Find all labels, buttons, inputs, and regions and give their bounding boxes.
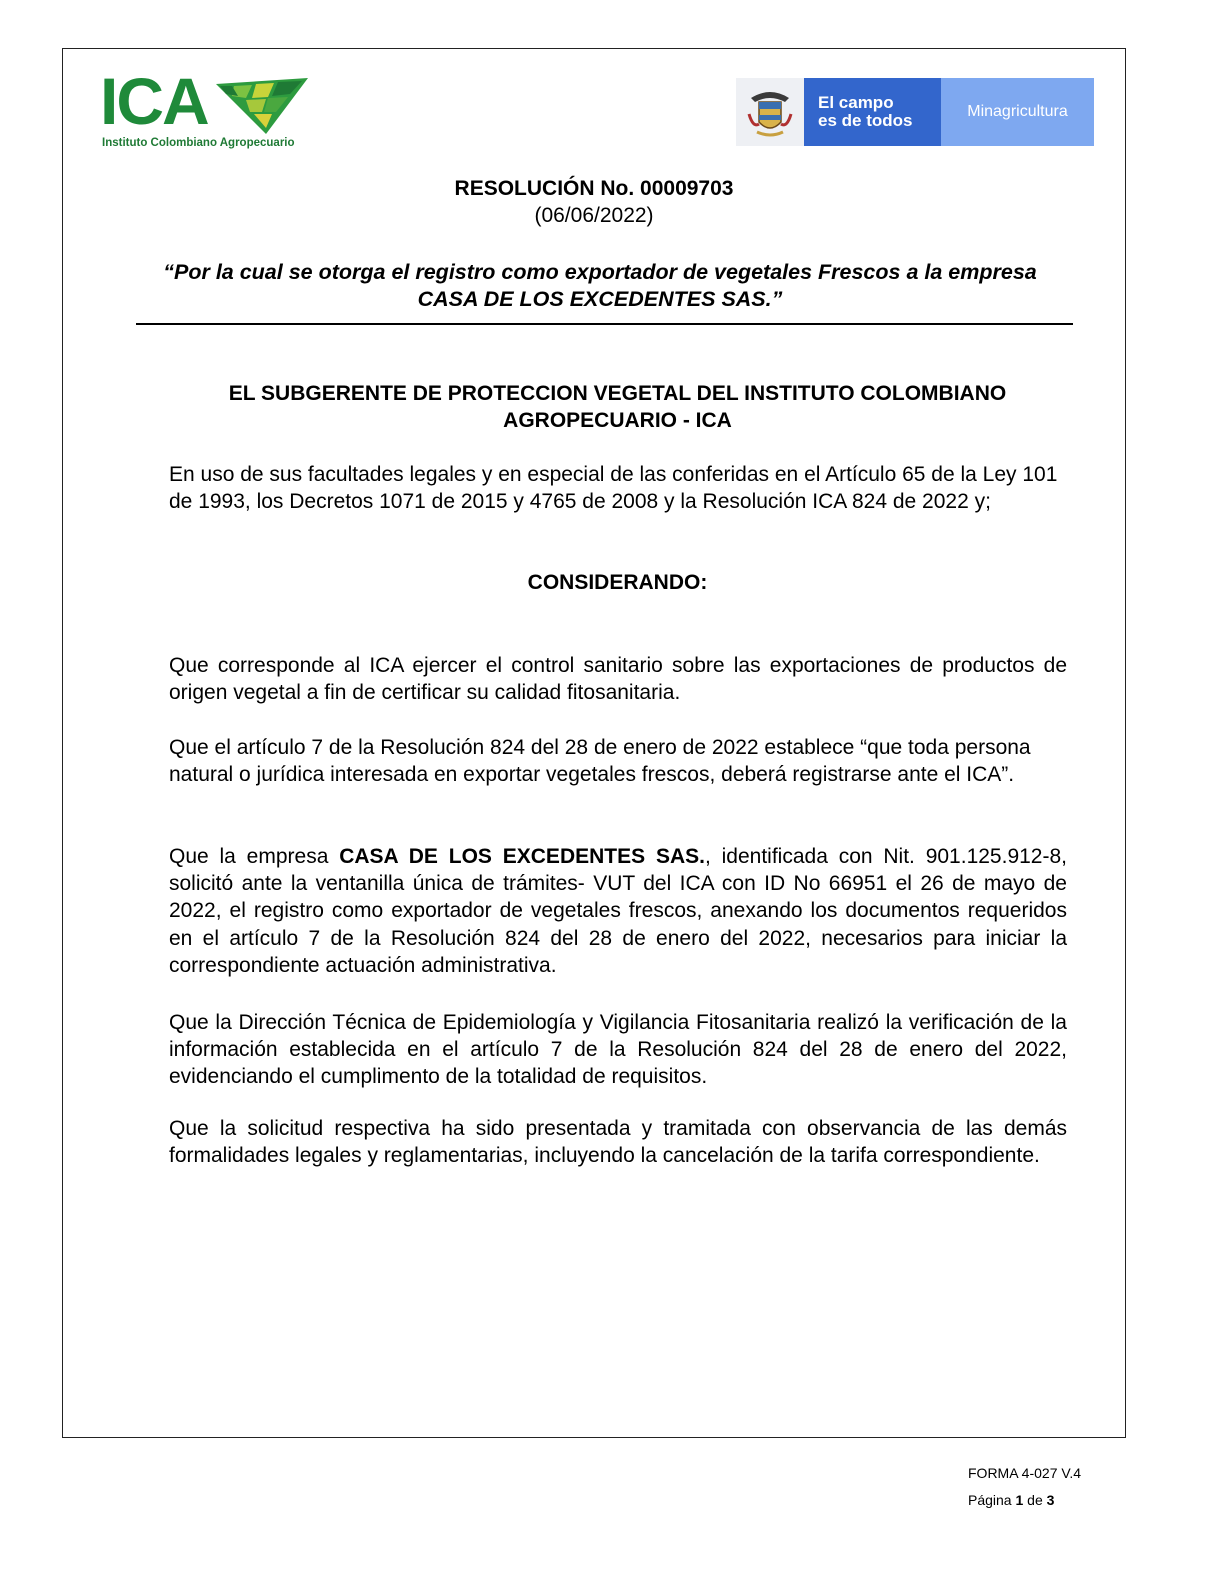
gov-campo-line2: es de todos	[818, 111, 913, 130]
gov-ministry: Minagricultura	[941, 78, 1094, 146]
ica-leaf-icon	[216, 78, 312, 134]
paragraph-1: Que corresponde al ICA ejercer el control sanitario sobre las exportaciones de productos de origen vegetal a fin de certificar su calidad fitosanitaria.	[169, 654, 1067, 705]
ica-logo	[100, 64, 320, 156]
resolution-date: (06/06/2022)	[534, 204, 654, 227]
paragraph-3-pre: Que la empresa	[169, 845, 340, 868]
company-name: CASA DE LOS EXCEDENTES SAS.	[339, 845, 705, 868]
paragraph-3-post: , identificada con Nit. 901.125.912-8, solicitó ante la ventanilla única de trámites- VUT del ICA con ID No 66951 el 26 de mayo de 2022, el registro como exportador de vegetales frescos, anexando los documentos requeridos en el artículo 7 de la Resolución 824 del 28 de enero del 2022, necesarios para iniciar la correspondiente actuación administrativa.	[169, 845, 1067, 977]
page-total: 3	[1046, 1492, 1055, 1508]
paragraph-5: Que la solicitud respectiva ha sido presentada y tramitada con observancia de las demás formalidades legales y reglamentarias, incluyendo la cancelación de la tarifa correspondiente.	[169, 1117, 1067, 1168]
resolution-subtitle: “Por la cual se otorga el registro como exportador de vegetales Frescos a la empresa CASA DE LOS EXCEDENTES SAS.”	[163, 260, 1037, 311]
page-number	[968, 1492, 1054, 1508]
paragraph-2: Que el artículo 7 de la Resolución 824 del 28 de enero de 2022 establece “que toda persona natural o jurídica interesada en exportar vegetales frescos, deberá registrarse ante el ICA”.	[169, 736, 1031, 787]
page-of: de	[1027, 1492, 1043, 1508]
form-code: FORMA 4-027 V.4	[968, 1465, 1082, 1481]
ica-logo-letters: ICA	[100, 64, 208, 138]
coat-of-arms-icon	[736, 78, 804, 146]
page-label: Página	[968, 1492, 1012, 1508]
gov-campo-block	[804, 78, 941, 146]
government-banner	[736, 78, 1094, 146]
ica-tagline: Instituto Colombiano Agropecuario	[102, 137, 295, 149]
gov-campo-line1: El campo	[818, 93, 894, 112]
resolution-title: RESOLUCIÓN No. 00009703	[454, 177, 734, 200]
intro-paragraph: En uso de sus facultades legales y en especial de las conferidas en el Artículo 65 de la Ley 101 de 1993, los Decretos 1071 de 2015 y 4765 de 2008 y la Resolución ICA 824 de 2022 y;	[169, 463, 1058, 514]
divider	[136, 323, 1073, 325]
considerando-heading: CONSIDERANDO:	[527, 571, 708, 594]
paragraph-4: Que la Dirección Técnica de Epidemiología y Vigilancia Fitosanitaria realizó la verificación de la información establecida en el artículo 7 de la Resolución 824 del 28 de enero del 2022, evidenciando el cumplimento de la totalidad de requisitos.	[169, 1011, 1067, 1089]
paragraph-3	[169, 843, 1067, 979]
authority-heading: EL SUBGERENTE DE PROTECCION VEGETAL DEL INSTITUTO COLOMBIANO AGROPECUARIO - ICA	[228, 382, 1007, 432]
page-current: 1	[1015, 1492, 1024, 1508]
